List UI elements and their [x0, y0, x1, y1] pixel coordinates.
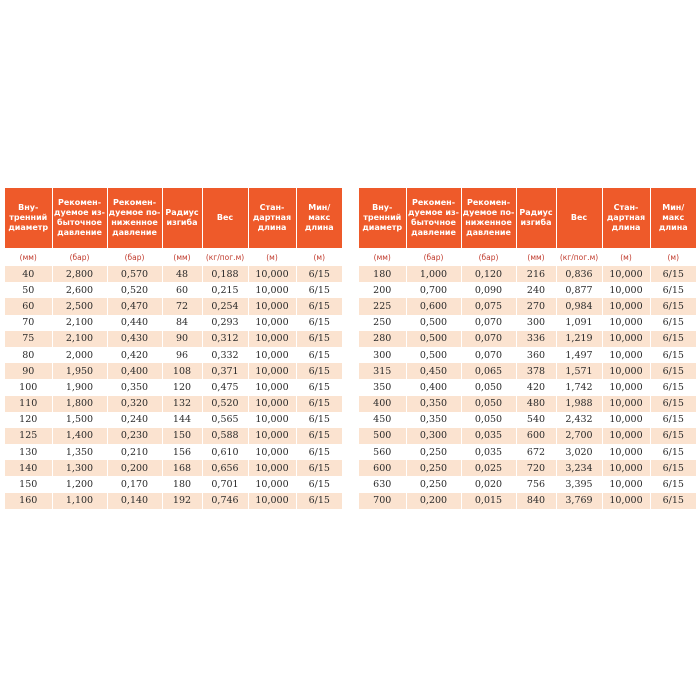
table-row — [359, 444, 696, 460]
cell-bend-radius: 720 — [516, 460, 556, 476]
cell-recommended-underpressure: 0,420 — [107, 347, 162, 363]
table-row — [5, 428, 342, 444]
cell-bend-radius: 216 — [516, 266, 556, 282]
header-min-max-length: Мин/ макс длина — [650, 188, 696, 248]
cell-min-max-length: 6/15 — [650, 331, 696, 347]
cell-recommended-underpressure: 0,570 — [107, 266, 162, 282]
cell-weight: 0,312 — [202, 331, 248, 347]
cell-recommended-overpressure: 2,100 — [52, 315, 107, 331]
table-header — [5, 188, 342, 248]
cell-recommended-overpressure: 2,800 — [52, 266, 107, 282]
unit-inner-diameter: (мм) — [5, 248, 52, 266]
unit-inner-diameter: (мм) — [359, 248, 406, 266]
unit-recommended-overpressure: (бар) — [52, 248, 107, 266]
table-row — [5, 493, 342, 509]
cell-recommended-underpressure: 0,440 — [107, 315, 162, 331]
cell-standard-length: 10,000 — [602, 282, 650, 298]
cell-weight: 1,091 — [556, 315, 602, 331]
cell-bend-radius: 90 — [162, 331, 202, 347]
cell-recommended-overpressure: 0,250 — [406, 476, 461, 492]
cell-min-max-length: 6/15 — [650, 347, 696, 363]
cell-weight: 0,701 — [202, 476, 248, 492]
cell-recommended-underpressure: 0,200 — [107, 460, 162, 476]
cell-recommended-overpressure: 2,100 — [52, 331, 107, 347]
table-row — [359, 347, 696, 363]
cell-recommended-underpressure: 0,035 — [461, 428, 516, 444]
header-bend-radius: Радиус изгиба — [516, 188, 556, 248]
cell-recommended-overpressure: 0,450 — [406, 363, 461, 379]
unit-recommended-underpressure: (бар) — [107, 248, 162, 266]
cell-recommended-underpressure: 0,400 — [107, 363, 162, 379]
cell-weight: 0,254 — [202, 298, 248, 314]
cell-recommended-underpressure: 0,070 — [461, 315, 516, 331]
cell-min-max-length: 6/15 — [296, 331, 342, 347]
table-row — [359, 315, 696, 331]
cell-recommended-underpressure: 0,020 — [461, 476, 516, 492]
cell-bend-radius: 84 — [162, 315, 202, 331]
header-inner-diameter: Вну- тренний диаметр — [359, 188, 406, 248]
cell-recommended-underpressure: 0,035 — [461, 444, 516, 460]
cell-bend-radius: 360 — [516, 347, 556, 363]
cell-inner-diameter: 140 — [5, 460, 52, 476]
cell-weight: 0,656 — [202, 460, 248, 476]
cell-inner-diameter: 225 — [359, 298, 406, 314]
cell-min-max-length: 6/15 — [296, 363, 342, 379]
cell-inner-diameter: 600 — [359, 460, 406, 476]
cell-weight: 1,571 — [556, 363, 602, 379]
cell-recommended-underpressure: 0,090 — [461, 282, 516, 298]
cell-weight: 0,215 — [202, 282, 248, 298]
cell-min-max-length: 6/15 — [650, 315, 696, 331]
header-recommended-underpressure: Рекомен- дуемое по- ниженное давление — [461, 188, 516, 248]
cell-standard-length: 10,000 — [248, 379, 296, 395]
cell-recommended-overpressure: 1,000 — [406, 266, 461, 282]
cell-recommended-underpressure: 0,230 — [107, 428, 162, 444]
table-header — [359, 188, 696, 248]
cell-inner-diameter: 250 — [359, 315, 406, 331]
cell-bend-radius: 108 — [162, 363, 202, 379]
cell-inner-diameter: 110 — [5, 396, 52, 412]
cell-standard-length: 10,000 — [248, 428, 296, 444]
unit-min-max-length: (м) — [296, 248, 342, 266]
cell-inner-diameter: 500 — [359, 428, 406, 444]
cell-min-max-length: 6/15 — [296, 460, 342, 476]
cell-recommended-overpressure: 0,350 — [406, 412, 461, 428]
cell-bend-radius: 480 — [516, 396, 556, 412]
table-row — [5, 282, 342, 298]
cell-recommended-underpressure: 0,140 — [107, 493, 162, 509]
cell-bend-radius: 180 — [162, 476, 202, 492]
cell-standard-length: 10,000 — [248, 444, 296, 460]
cell-recommended-overpressure: 2,600 — [52, 282, 107, 298]
cell-standard-length: 10,000 — [602, 266, 650, 282]
cell-min-max-length: 6/15 — [296, 282, 342, 298]
spec-table-left — [5, 188, 342, 509]
cell-min-max-length: 6/15 — [296, 493, 342, 509]
cell-standard-length: 10,000 — [602, 460, 650, 476]
cell-weight: 0,293 — [202, 315, 248, 331]
cell-standard-length: 10,000 — [248, 331, 296, 347]
unit-min-max-length: (м) — [650, 248, 696, 266]
cell-recommended-overpressure: 0,500 — [406, 347, 461, 363]
cell-bend-radius: 150 — [162, 428, 202, 444]
cell-inner-diameter: 50 — [5, 282, 52, 298]
unit-weight: (кг/пог.м) — [202, 248, 248, 266]
cell-inner-diameter: 80 — [5, 347, 52, 363]
cell-recommended-overpressure: 0,600 — [406, 298, 461, 314]
cell-min-max-length: 6/15 — [296, 298, 342, 314]
cell-bend-radius: 600 — [516, 428, 556, 444]
cell-min-max-length: 6/15 — [296, 379, 342, 395]
cell-recommended-overpressure: 0,200 — [406, 493, 461, 509]
cell-recommended-overpressure: 1,900 — [52, 379, 107, 395]
cell-weight: 1,497 — [556, 347, 602, 363]
units-row — [5, 248, 342, 266]
table-row — [5, 412, 342, 428]
cell-bend-radius: 540 — [516, 412, 556, 428]
cell-standard-length: 10,000 — [248, 315, 296, 331]
cell-weight: 3,234 — [556, 460, 602, 476]
cell-recommended-overpressure: 1,100 — [52, 493, 107, 509]
cell-standard-length: 10,000 — [602, 396, 650, 412]
cell-min-max-length: 6/15 — [296, 444, 342, 460]
cell-recommended-overpressure: 1,400 — [52, 428, 107, 444]
cell-recommended-underpressure: 0,470 — [107, 298, 162, 314]
cell-inner-diameter: 200 — [359, 282, 406, 298]
cell-min-max-length: 6/15 — [650, 476, 696, 492]
cell-weight: 0,588 — [202, 428, 248, 444]
cell-inner-diameter: 90 — [5, 363, 52, 379]
cell-recommended-overpressure: 1,200 — [52, 476, 107, 492]
cell-recommended-underpressure: 0,050 — [461, 379, 516, 395]
cell-standard-length: 10,000 — [248, 282, 296, 298]
cell-recommended-underpressure: 0,025 — [461, 460, 516, 476]
cell-inner-diameter: 400 — [359, 396, 406, 412]
cell-min-max-length: 6/15 — [650, 493, 696, 509]
cell-weight: 1,988 — [556, 396, 602, 412]
cell-weight: 0,520 — [202, 396, 248, 412]
cell-standard-length: 10,000 — [602, 315, 650, 331]
cell-standard-length: 10,000 — [248, 266, 296, 282]
cell-min-max-length: 6/15 — [650, 379, 696, 395]
cell-bend-radius: 132 — [162, 396, 202, 412]
table-row — [5, 331, 342, 347]
cell-inner-diameter: 560 — [359, 444, 406, 460]
cell-standard-length: 10,000 — [602, 298, 650, 314]
header-recommended-underpressure: Рекомен- дуемое по- ниженное давление — [107, 188, 162, 248]
cell-min-max-length: 6/15 — [296, 315, 342, 331]
cell-bend-radius: 96 — [162, 347, 202, 363]
table-row — [359, 428, 696, 444]
cell-recommended-overpressure: 1,300 — [52, 460, 107, 476]
table-row — [359, 331, 696, 347]
cell-min-max-length: 6/15 — [650, 298, 696, 314]
cell-weight: 2,432 — [556, 412, 602, 428]
header-standard-length: Стан- дартная длина — [602, 188, 650, 248]
cell-min-max-length: 6/15 — [650, 444, 696, 460]
cell-weight: 0,877 — [556, 282, 602, 298]
cell-recommended-overpressure: 0,300 — [406, 428, 461, 444]
table-row — [5, 444, 342, 460]
cell-bend-radius: 72 — [162, 298, 202, 314]
cell-min-max-length: 6/15 — [650, 428, 696, 444]
table-row — [5, 315, 342, 331]
cell-standard-length: 10,000 — [602, 331, 650, 347]
cell-inner-diameter: 125 — [5, 428, 52, 444]
cell-standard-length: 10,000 — [248, 493, 296, 509]
cell-recommended-underpressure: 0,075 — [461, 298, 516, 314]
table-row — [5, 379, 342, 395]
header-bend-radius: Радиус изгиба — [162, 188, 202, 248]
cell-bend-radius: 156 — [162, 444, 202, 460]
unit-recommended-overpressure: (бар) — [406, 248, 461, 266]
cell-recommended-underpressure: 0,170 — [107, 476, 162, 492]
cell-recommended-overpressure: 0,250 — [406, 444, 461, 460]
cell-min-max-length: 6/15 — [650, 460, 696, 476]
cell-standard-length: 10,000 — [602, 493, 650, 509]
cell-min-max-length: 6/15 — [296, 396, 342, 412]
cell-recommended-overpressure: 0,500 — [406, 331, 461, 347]
cell-bend-radius: 378 — [516, 363, 556, 379]
unit-weight: (кг/пог.м) — [556, 248, 602, 266]
cell-standard-length: 10,000 — [602, 476, 650, 492]
cell-weight: 0,371 — [202, 363, 248, 379]
header-weight: Вес — [202, 188, 248, 248]
header-weight: Вес — [556, 188, 602, 248]
cell-recommended-underpressure: 0,350 — [107, 379, 162, 395]
table-row — [359, 396, 696, 412]
cell-inner-diameter: 120 — [5, 412, 52, 428]
table-row — [359, 282, 696, 298]
table-row — [5, 476, 342, 492]
cell-recommended-underpressure: 0,050 — [461, 412, 516, 428]
cell-recommended-underpressure: 0,240 — [107, 412, 162, 428]
cell-inner-diameter: 60 — [5, 298, 52, 314]
cell-bend-radius: 756 — [516, 476, 556, 492]
cell-inner-diameter: 450 — [359, 412, 406, 428]
table-body — [359, 248, 696, 509]
cell-standard-length: 10,000 — [602, 444, 650, 460]
cell-inner-diameter: 350 — [359, 379, 406, 395]
table-row — [5, 460, 342, 476]
cell-recommended-overpressure: 0,250 — [406, 460, 461, 476]
cell-weight: 0,188 — [202, 266, 248, 282]
table-row — [5, 396, 342, 412]
header-inner-diameter: Вну- тренний диаметр — [5, 188, 52, 248]
cell-bend-radius: 240 — [516, 282, 556, 298]
table-row — [359, 493, 696, 509]
cell-weight: 0,475 — [202, 379, 248, 395]
cell-bend-radius: 336 — [516, 331, 556, 347]
cell-recommended-underpressure: 0,015 — [461, 493, 516, 509]
cell-weight: 3,020 — [556, 444, 602, 460]
cell-inner-diameter: 40 — [5, 266, 52, 282]
cell-recommended-underpressure: 0,065 — [461, 363, 516, 379]
cell-standard-length: 10,000 — [602, 412, 650, 428]
cell-bend-radius: 60 — [162, 282, 202, 298]
cell-bend-radius: 120 — [162, 379, 202, 395]
cell-inner-diameter: 700 — [359, 493, 406, 509]
header-row — [5, 188, 342, 248]
cell-recommended-overpressure: 1,950 — [52, 363, 107, 379]
unit-standard-length: (м) — [248, 248, 296, 266]
cell-min-max-length: 6/15 — [650, 412, 696, 428]
cell-standard-length: 10,000 — [248, 396, 296, 412]
cell-inner-diameter: 130 — [5, 444, 52, 460]
cell-standard-length: 10,000 — [248, 476, 296, 492]
cell-inner-diameter: 280 — [359, 331, 406, 347]
cell-recommended-overpressure: 2,500 — [52, 298, 107, 314]
cell-inner-diameter: 300 — [359, 347, 406, 363]
spec-table-right — [359, 188, 696, 509]
table-row — [359, 460, 696, 476]
cell-standard-length: 10,000 — [248, 460, 296, 476]
cell-bend-radius: 300 — [516, 315, 556, 331]
cell-bend-radius: 270 — [516, 298, 556, 314]
cell-recommended-underpressure: 0,120 — [461, 266, 516, 282]
cell-bend-radius: 420 — [516, 379, 556, 395]
header-recommended-overpressure: Рекомен- дуемое из- быточное давление — [406, 188, 461, 248]
cell-weight: 1,219 — [556, 331, 602, 347]
cell-recommended-overpressure: 0,500 — [406, 315, 461, 331]
cell-min-max-length: 6/15 — [650, 282, 696, 298]
cell-weight: 0,565 — [202, 412, 248, 428]
cell-min-max-length: 6/15 — [650, 396, 696, 412]
cell-inner-diameter: 630 — [359, 476, 406, 492]
header-min-max-length: Мин/ макс длина — [296, 188, 342, 248]
cell-weight: 0,836 — [556, 266, 602, 282]
cell-inner-diameter: 100 — [5, 379, 52, 395]
cell-min-max-length: 6/15 — [296, 428, 342, 444]
unit-bend-radius: (мм) — [516, 248, 556, 266]
cell-recommended-overpressure: 0,400 — [406, 379, 461, 395]
cell-standard-length: 10,000 — [602, 379, 650, 395]
table-row — [359, 363, 696, 379]
cell-recommended-overpressure: 0,700 — [406, 282, 461, 298]
cell-recommended-underpressure: 0,210 — [107, 444, 162, 460]
cell-weight: 2,700 — [556, 428, 602, 444]
cell-standard-length: 10,000 — [248, 363, 296, 379]
cell-weight: 3,395 — [556, 476, 602, 492]
cell-recommended-underpressure: 0,320 — [107, 396, 162, 412]
table-row — [5, 363, 342, 379]
cell-bend-radius: 168 — [162, 460, 202, 476]
cell-bend-radius: 144 — [162, 412, 202, 428]
units-row — [359, 248, 696, 266]
table-row — [359, 266, 696, 282]
header-recommended-overpressure: Рекомен- дуемое из- быточное давление — [52, 188, 107, 248]
cell-inner-diameter: 70 — [5, 315, 52, 331]
header-standard-length: Стан- дартная длина — [248, 188, 296, 248]
cell-min-max-length: 6/15 — [296, 476, 342, 492]
table-row — [359, 476, 696, 492]
cell-recommended-underpressure: 0,520 — [107, 282, 162, 298]
cell-standard-length: 10,000 — [248, 298, 296, 314]
cell-min-max-length: 6/15 — [296, 347, 342, 363]
cell-weight: 3,769 — [556, 493, 602, 509]
cell-min-max-length: 6/15 — [296, 266, 342, 282]
cell-recommended-underpressure: 0,070 — [461, 347, 516, 363]
unit-recommended-underpressure: (бар) — [461, 248, 516, 266]
cell-inner-diameter: 315 — [359, 363, 406, 379]
cell-bend-radius: 672 — [516, 444, 556, 460]
table-row — [359, 412, 696, 428]
unit-standard-length: (м) — [602, 248, 650, 266]
cell-weight: 0,984 — [556, 298, 602, 314]
table-row — [5, 347, 342, 363]
cell-inner-diameter: 160 — [5, 493, 52, 509]
cell-weight: 0,332 — [202, 347, 248, 363]
cell-min-max-length: 6/15 — [296, 412, 342, 428]
cell-recommended-overpressure: 0,350 — [406, 396, 461, 412]
cell-bend-radius: 48 — [162, 266, 202, 282]
cell-recommended-underpressure: 0,070 — [461, 331, 516, 347]
table-body — [5, 248, 342, 509]
table-row — [359, 298, 696, 314]
cell-weight: 0,610 — [202, 444, 248, 460]
table-row — [359, 379, 696, 395]
cell-recommended-overpressure: 2,000 — [52, 347, 107, 363]
table-row — [5, 298, 342, 314]
cell-standard-length: 10,000 — [602, 363, 650, 379]
cell-inner-diameter: 180 — [359, 266, 406, 282]
cell-weight: 0,746 — [202, 493, 248, 509]
cell-bend-radius: 840 — [516, 493, 556, 509]
table-row — [5, 266, 342, 282]
cell-recommended-underpressure: 0,050 — [461, 396, 516, 412]
cell-standard-length: 10,000 — [248, 347, 296, 363]
cell-inner-diameter: 150 — [5, 476, 52, 492]
unit-bend-radius: (мм) — [162, 248, 202, 266]
cell-standard-length: 10,000 — [602, 347, 650, 363]
cell-recommended-overpressure: 1,800 — [52, 396, 107, 412]
cell-standard-length: 10,000 — [602, 428, 650, 444]
header-row — [359, 188, 696, 248]
cell-recommended-overpressure: 1,500 — [52, 412, 107, 428]
cell-min-max-length: 6/15 — [650, 363, 696, 379]
cell-recommended-underpressure: 0,430 — [107, 331, 162, 347]
cell-weight: 1,742 — [556, 379, 602, 395]
cell-recommended-overpressure: 1,350 — [52, 444, 107, 460]
cell-inner-diameter: 75 — [5, 331, 52, 347]
cell-bend-radius: 192 — [162, 493, 202, 509]
cell-standard-length: 10,000 — [248, 412, 296, 428]
cell-min-max-length: 6/15 — [650, 266, 696, 282]
